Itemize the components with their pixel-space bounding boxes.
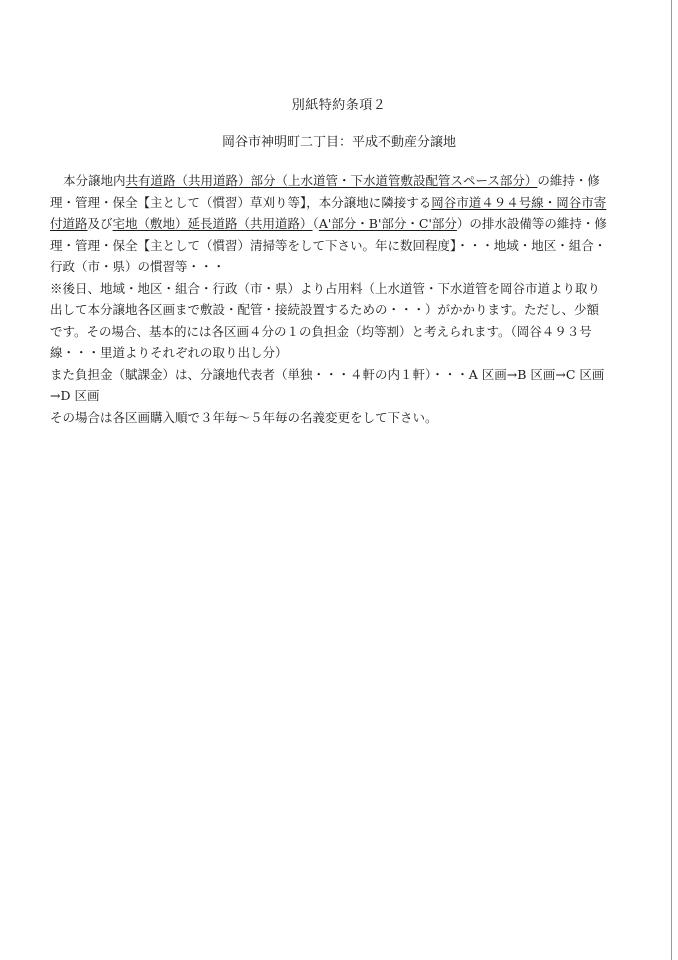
text-segment: 及び: [87, 216, 113, 231]
text-segment: （: [312, 216, 319, 231]
document-body: [50, 170, 610, 428]
text-segment: 本分譲地内: [63, 173, 126, 188]
text-segment: ）の排水設備等の維持・修理・管理・保全【主として（慣習）清掃等をして下さい。年に数回程度】・・・地域・地区・組合・行政（市・県）の慣習等・・・: [50, 216, 607, 274]
text-segment: の維持・修理・管理・保全【主として（慣習）草刈り等】，本分譲地に隣接する: [50, 173, 600, 210]
paragraph-contribution: また負担金（賦課金）は、分譲地代表者（単独・・・４軒の内１軒）・・・A 区画→B 区画→C 区画→D 区画: [50, 366, 605, 403]
paragraph-occupancy-fee: ※後日、地域・地区・組合・行政（市・県）より占用料（上水道管・下水道管を岡谷市道より取り出して本分譲地各区画まで敷設・配管・接続設置するための・・・）がかかります。ただし、少額です。その場合、基本的には各区画４分の１の負担金（均等割）と考えられます。（岡谷４９３号線・・・里道よりそれぞれの取り出し分）: [50, 280, 601, 360]
paragraph-maintenance: [50, 170, 610, 278]
underlined-extension-road: 宅地（敷地）延長道路（共用道路）: [112, 216, 313, 231]
document-subtitle: 岡谷市神明町二丁目：平成不動産分譲地: [221, 135, 456, 150]
paragraph-name-change: その場合は各区画購入順で３年毎～５年毎の名義変更をして下さい。: [50, 409, 438, 425]
underlined-parts: A'部分・B'部分・C'部分: [318, 216, 457, 231]
underlined-shared-road: 共有道路（共用道路）部分（上水道管・下水道管敷設配管スペース部分）: [125, 173, 538, 188]
underlined-city-road: 岡谷市道４９４号線・岡谷市寄付道路: [50, 194, 607, 231]
document-title: 別紙特約条項２: [291, 98, 387, 113]
